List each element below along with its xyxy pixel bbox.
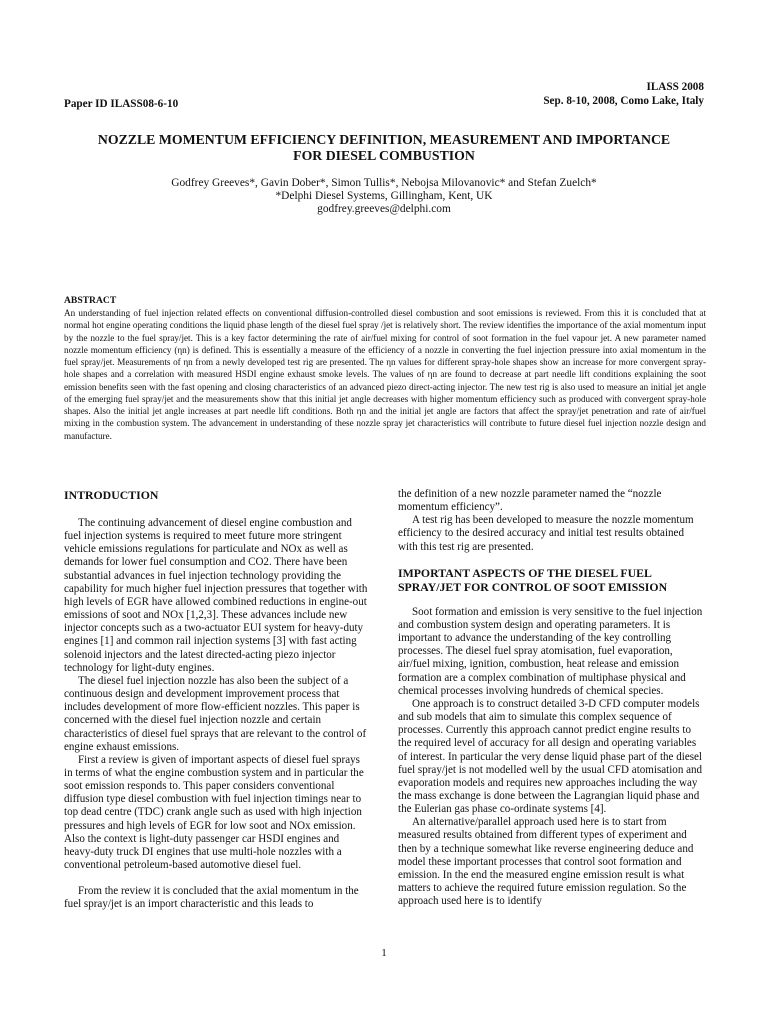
title-line-2: FOR DIESEL COMBUSTION [293,148,475,163]
intro-paragraph-1: The continuing advancement of diesel engine combustion and fuel injection systems is required to meet future more stringent vehicle emissions regulations for particulate and NOx as well as demands for lower fuel consumption and CO2. There have been substantial advances in fuel injection technology providing the capability for much higher fuel injection pressures that together with high levels of EGR have allowed combined reductions in engine-out emissions of soot and NOx [1,2,3]. These advances include new injector concepts such as a two-actuator EUI system for heavy-duty engines [1] and common rail injection systems [3] with fast acting solenoid injectors and the latest directed-acting piezo injector technology for light-duty engines. [64,517,368,674]
conference-dates: Sep. 8-10, 2008, Como Lake, Italy [543,95,704,107]
section-heading-important-aspects: IMPORTANT ASPECTS OF THE DIESEL FUEL SPRAY/JET FOR CONTROL OF SOOT EMISSION [398,565,668,594]
conference-name: ILASS 2008 [646,81,704,93]
author-block [64,177,704,217]
page-number: 1 [381,947,387,959]
section-paragraph-2: One approach is to construct detailed 3-D CFD computer models and sub models that aim to simulate this complex sequence of processes. Currently this approach cannot predict engine results to the required level of accuracy for all design and operating variables of interest. In particular the very dense liquid phase part of the diesel fuel spray/jet is not modelled well by the usual CFD atomisation and evaporation models and requires new approaches including the way the mass exchange is done between the Lagrangian liquid phase and the Eulerian gas phase co-ordinate systems [4]. [398,697,703,816]
intro-paragraph-4: From the review it is concluded that the axial momentum in the fuel spray/jet is an import characteristic and this leads to [64,885,359,911]
intro-paragraph-3: First a review is given of important aspects of diesel fuel sprays in terms of what the engine combustion system and in particular the soot emission responds to. This paper considers conventional diffusion type diesel combustion with fuel injection timings near to top dead centre (TDC) crank angle such as used with high injection pressures and high levels of EGR for low soot and NOx emission. Also the context is light-duty passenger car HSDI engines and heavy-duty truck DI engines that use multi-hole nozzles with a conventional petroleum-based automotive diesel fuel. [64,753,364,872]
paper-id: Paper ID ILASS08-6-10 [64,98,179,110]
test-rig-paragraph: A test rig has been developed to measure the nozzle momentum efficiency to the desired accuracy and initial test results obtained with this test rig are presented. [398,514,694,553]
section-paragraph-3: An alternative/parallel approach used here is to start from measured results obtained from different types of experiment and then by a technique somewhat like reverse engineering deduce and model these important processes that control soot formation and emission. In the end the measured engine emission result is what matters to achieve the required future emission regulation. So the approach used here is to identify [398,816,694,908]
abstract-heading: ABSTRACT [64,295,117,306]
right-column [398,488,704,908]
conference-header [543,80,704,108]
abstract-section [64,295,706,442]
author-names: Godfrey Greeves*, Gavin Dober*, Simon Tullis*, Nebojsa Milovanovic* and Stefan Zuelch* [171,177,597,189]
introduction-heading: INTRODUCTION [64,488,159,502]
left-column [64,488,370,912]
title-line-1: NOZZLE MOMENTUM EFFICIENCY DEFINITION, MEASUREMENT AND IMPORTANCE [97,132,671,147]
section-paragraph-1: Soot formation and emission is very sensitive to the fuel injection and combustion system design and operating parameters. It is important to advance the understanding of the key controlling processes. The diesel fuel spray atomisation, fuel evaporation, air/fuel mixing, ignition, combustion, heat release and emission formation are a complex combination of multiphase physical and chemical processes involving hundreds of chemical species. [398,605,703,697]
intro-paragraph-2: The diesel fuel injection nozzle has also been the subject of a continuous design and development improvement process that includes development of more flow-efficient nozzles. This paper is concerned with the diesel fuel injection nozzle and certain characteristics of diesel fuel sprays that are relevant to the control of engine exhaust emissions. [64,674,367,753]
continued-paragraph: the definition of a new nozzle parameter named the “nozzle momentum efficiency”. [398,488,662,514]
paper-title [64,132,704,164]
author-affiliation: *Delphi Diesel Systems, Gillingham, Kent, UK [275,190,493,203]
author-email: godfrey.greeves@delphi.com [317,203,451,216]
abstract-text: An understanding of fuel injection related effects on conventional diffusion-controlled diesel combustion and soot emissions is reviewed. From this it is concluded that at normal hot engine operating conditions the liquid phase length of the diesel fuel spray /jet is relatively short. The review identifies the importance of the axial momentum input by the nozzle to the fuel spray/jet. This is a key factor determining the rate of air/fuel mixing for control of soot formation in the fuel vapour jet. A new parameter named nozzle momentum efficiency (ηn) is defined. This is essentially a measure of the efficiency of a nozzle in converting the fuel injection pressure into axial momentum in the fuel spray/jet. Measurements of ηn from a newly developed test rig are presented. The ηn values for different spray-hole shapes show an increase for more convergent spray-hole shapes and a correlation with measured HSDI engine exhaust smoke levels. The values of ηn are found to decrease at part needle lift conditions explaining the soot emission benefits seen with the fast opening and closing characteristics of an advanced piezo direct-acting injector. The new test rig is also used to measure an initial jet angle of the emerging fuel spray/jet and the measurements show that this initial jet angle decreases with higher momentum efficiency such as produced with convergent spray-hole shapes. Also the initial jet angle increases at part needle lift conditions. Both ηn and the initial jet angle are factors that affect the spray/jet penetration and rate of air/fuel mixing in the combustion system. The advancement in understanding of these nozzle spray jet characteristics will contribute to future diesel fuel injection nozzle design and manufacture. [64,308,706,441]
